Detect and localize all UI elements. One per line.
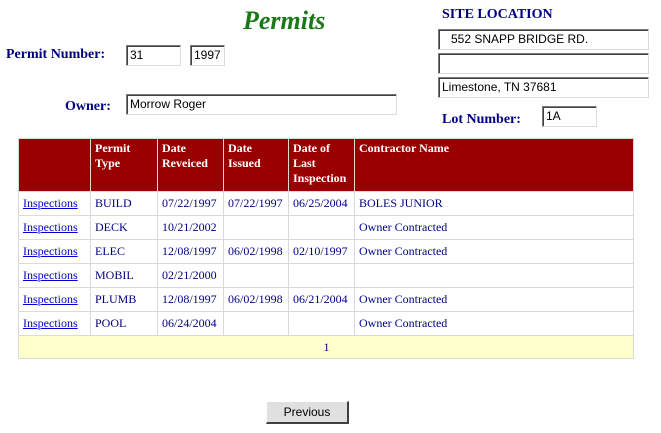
cell-permit-type: PLUMB <box>91 288 158 312</box>
cell-date-issued: 06/02/1998 <box>224 288 289 312</box>
owner-label: Owner: <box>65 99 111 114</box>
cell-permit-type: DECK <box>91 216 158 240</box>
cell-permit-type: ELEC <box>91 240 158 264</box>
cell-contractor <box>355 264 634 288</box>
table-row <box>19 264 634 288</box>
cell-date-received: 12/08/1997 <box>158 240 224 264</box>
cell-contractor: BOLES JUNIOR <box>355 192 634 216</box>
lot-number-label: Lot Number: <box>442 112 521 127</box>
header-date-received: Date Reveiced <box>158 139 224 192</box>
cell-date-received: 10/21/2002 <box>158 216 224 240</box>
cell-date-issued <box>224 264 289 288</box>
cell-date-last-inspection <box>289 312 355 336</box>
cell-date-received: 12/08/1997 <box>158 288 224 312</box>
permits-table <box>18 138 634 359</box>
pager-row <box>19 336 634 359</box>
site-location-label: SITE LOCATION <box>442 7 553 22</box>
table-row <box>19 216 634 240</box>
inspections-link[interactable]: Inspections <box>23 244 78 258</box>
table-row <box>19 192 634 216</box>
cell-date-issued <box>224 216 289 240</box>
header-permit-type: Permit Type <box>91 139 158 192</box>
inspections-link[interactable]: Inspections <box>23 220 78 234</box>
cell-date-received: 06/24/2004 <box>158 312 224 336</box>
cell-date-last-inspection: 06/21/2004 <box>289 288 355 312</box>
table-header-row <box>19 139 634 192</box>
site-address-line1-field[interactable]: 552 SNAPP BRIDGE RD. <box>438 29 649 50</box>
cell-date-received: 07/22/1997 <box>158 192 224 216</box>
cell-date-last-inspection <box>289 216 355 240</box>
permit-number-field[interactable]: 31 <box>126 45 181 66</box>
cell-permit-type: MOBIL <box>91 264 158 288</box>
cell-date-received: 02/21/2000 <box>158 264 224 288</box>
page-number[interactable]: 1 <box>19 336 634 359</box>
inspections-link[interactable]: Inspections <box>23 292 78 306</box>
cell-permit-type: BUILD <box>91 192 158 216</box>
table-row <box>19 312 634 336</box>
site-address-line2-field[interactable] <box>438 53 649 74</box>
header-blank <box>19 139 91 192</box>
header-date-last-inspection: Date of Last Inspection <box>289 139 355 192</box>
cell-contractor: Owner Contracted <box>355 216 634 240</box>
table-row <box>19 288 634 312</box>
cell-contractor: Owner Contracted <box>355 240 634 264</box>
header-date-issued: Date Issued <box>224 139 289 192</box>
lot-number-field[interactable]: 1A <box>542 106 597 127</box>
cell-date-issued <box>224 312 289 336</box>
cell-date-issued: 06/02/1998 <box>224 240 289 264</box>
permit-number-label: Permit Number: <box>6 47 106 62</box>
previous-button[interactable]: Previous <box>266 401 349 424</box>
page-title: Permits <box>243 6 326 35</box>
table-row <box>19 240 634 264</box>
inspections-link[interactable]: Inspections <box>23 316 78 330</box>
site-city-field[interactable]: Limestone, TN 37681 <box>438 77 649 98</box>
cell-contractor: Owner Contracted <box>355 288 634 312</box>
permit-year-field[interactable]: 1997 <box>190 45 225 66</box>
inspections-link[interactable]: Inspections <box>23 268 78 282</box>
owner-field[interactable]: Morrow Roger <box>126 94 397 115</box>
cell-contractor: Owner Contracted <box>355 312 634 336</box>
cell-permit-type: POOL <box>91 312 158 336</box>
cell-date-issued: 07/22/1997 <box>224 192 289 216</box>
cell-date-last-inspection: 02/10/1997 <box>289 240 355 264</box>
cell-date-last-inspection <box>289 264 355 288</box>
header-contractor-name: Contractor Name <box>355 139 634 192</box>
cell-date-last-inspection: 06/25/2004 <box>289 192 355 216</box>
inspections-link[interactable]: Inspections <box>23 196 78 210</box>
